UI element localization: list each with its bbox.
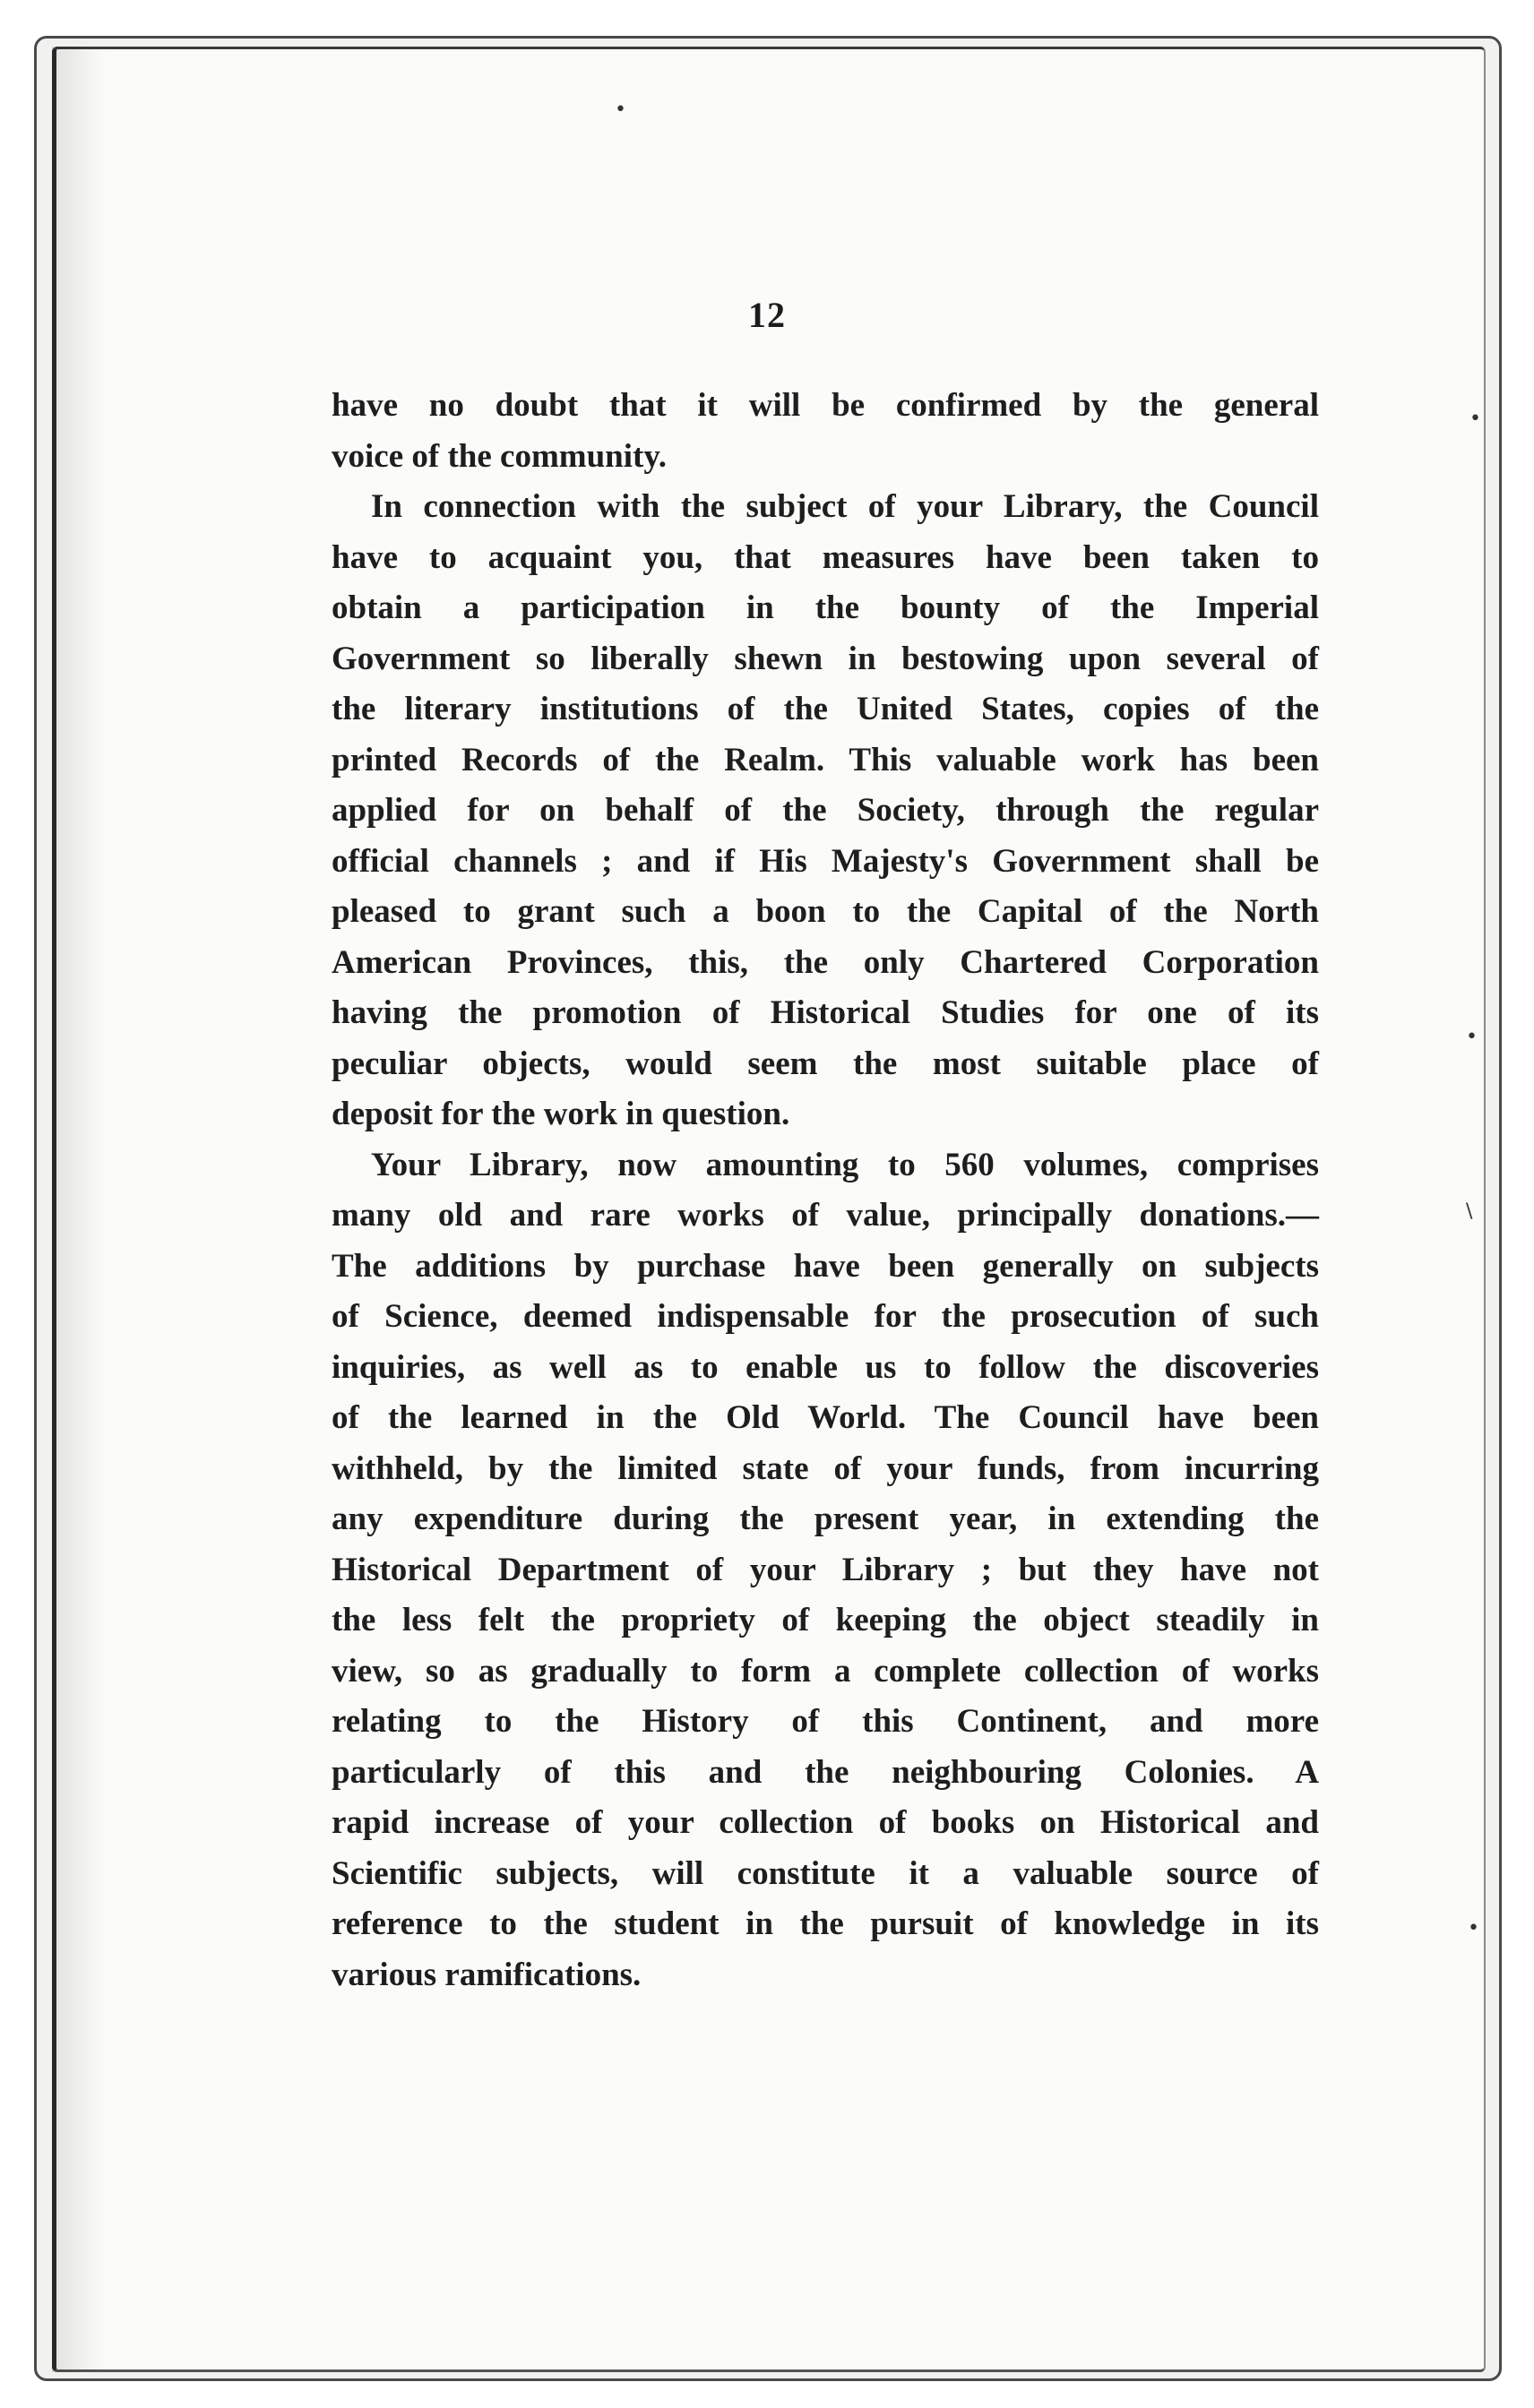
ink-speck: •: [1466, 1026, 1478, 1048]
paragraph-1: [332, 381, 1319, 482]
ink-speck: •: [1469, 408, 1481, 430]
text-line: reference to the student in the pursuit of knowledge in its: [332, 1905, 1319, 1942]
ink-speck: •: [1468, 1917, 1479, 1939]
text-line: the less felt the propriety of keeping the object steadily in: [332, 1602, 1319, 1638]
text-line: deposit for the work in question.: [332, 1096, 790, 1132]
page-number: 12: [748, 295, 786, 335]
text-line: of the learned in the Old World. The Council have been: [332, 1399, 1319, 1436]
text-line: applied for on behalf of the Society, through the regular: [332, 792, 1319, 829]
ink-speck: \: [1466, 1200, 1473, 1223]
ink-speck: •: [615, 99, 626, 121]
text-line: voice of the community.: [332, 437, 668, 475]
text-line: Government so liberally shewn in bestowing upon several of: [332, 640, 1319, 677]
text-line: American Provinces, this, the only Chartered Corporation: [332, 943, 1319, 981]
text-line: official channels ; and if His Majesty's Government shall be: [332, 842, 1319, 880]
paragraph-3: [332, 1140, 1319, 2001]
text-line: the literary institutions of the United States, copies of the: [332, 691, 1319, 727]
text-line: have to acquaint you, that measures have been taken to: [332, 538, 1319, 576]
text-line: Historical Department of your Library ; but they have not: [332, 1551, 1319, 1588]
text-line: In connection with the subject of your Library, the Council: [371, 488, 1319, 525]
paragraph-2: [332, 482, 1319, 1140]
text-line: many old and rare works of value, principally donations.—: [332, 1197, 1319, 1234]
text-line: inquiries, as well as to enable us to follow the discoveries: [332, 1348, 1319, 1386]
text-line: Scientific subjects, will constitute it a valuable source of: [332, 1854, 1319, 1892]
text-line: The additions by purchase have been generally on subjects: [332, 1247, 1319, 1285]
text-line: Your Library, now amounting to 560 volumes, comprises: [371, 1146, 1319, 1183]
text-line: any expenditure during the present year, in extending the: [332, 1501, 1319, 1537]
text-line: of Science, deemed indispensable for the prosecution of such: [332, 1298, 1319, 1335]
text-line: rapid increase of your collection of books on Historical and: [332, 1804, 1319, 1841]
binding-shadow: [52, 47, 106, 2372]
text-line: have no doubt that it will be confirmed by the general: [332, 387, 1319, 424]
text-line: withheld, by the limited state of your funds, from incurring: [332, 1449, 1319, 1487]
body-text: [332, 381, 1319, 2000]
text-line: pleased to grant such a boon to the Capital of the North: [332, 893, 1319, 930]
text-line: relating to the History of this Continent, and more: [332, 1703, 1319, 1740]
text-line: having the promotion of Historical Studies for one of its: [332, 994, 1319, 1031]
text-line: various ramifications.: [332, 1956, 642, 1993]
text-line: peculiar objects, would seem the most suitable place of: [332, 1045, 1319, 1082]
text-line: view, so as gradually to form a complete collection of works: [332, 1652, 1319, 1690]
text-line: obtain a participation in the bounty of the Imperial: [332, 589, 1319, 626]
text-line: particularly of this and the neighbouring Colonies. A: [332, 1753, 1319, 1791]
text-line: printed Records of the Realm. This valuable work has been: [332, 741, 1319, 778]
